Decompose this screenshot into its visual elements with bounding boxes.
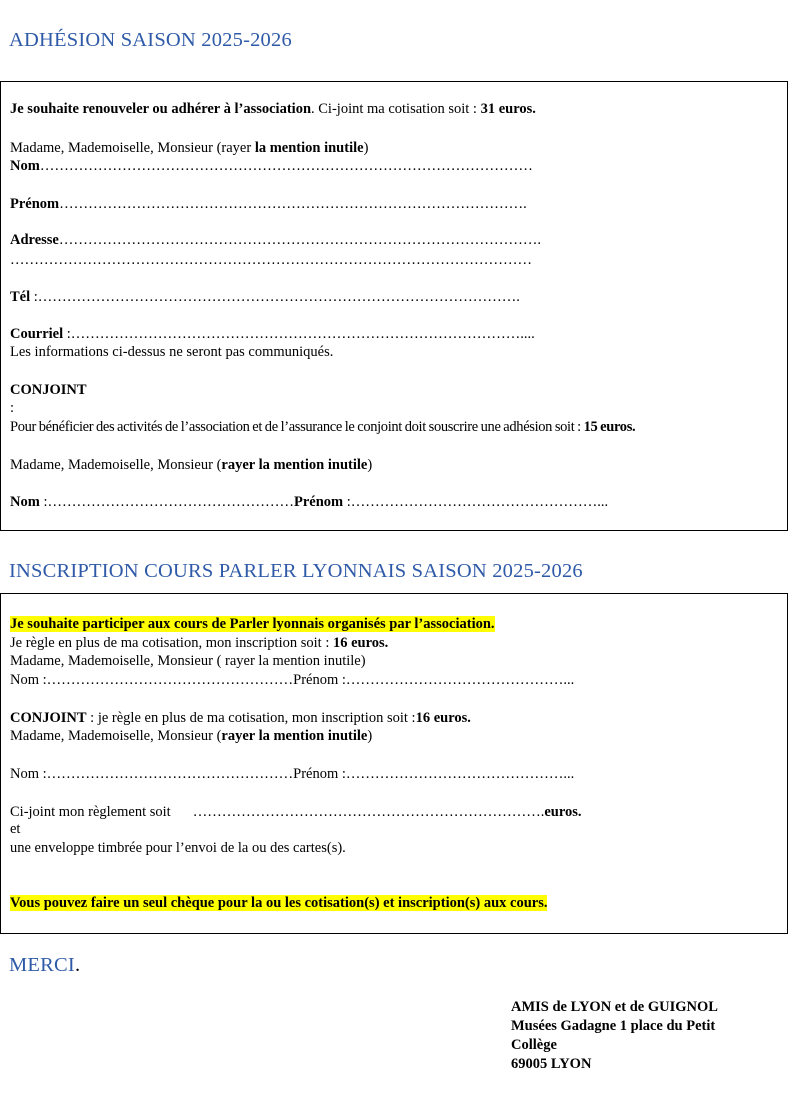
- adhesion-title: ADHÉSION SAISON 2025-2026: [9, 29, 292, 51]
- inscription-nom-prenom-field[interactable]: Nom :……………………………………………Prénom :………………………………………...: [10, 672, 575, 688]
- conjoint-colon: :: [10, 400, 15, 416]
- inscription-conjoint-civility: Madame, Mademoiselle, Monsieur (rayer la mention inutile): [10, 728, 373, 744]
- address-line-2: Musées Gadagne 1 place du Petit: [511, 1018, 716, 1034]
- civility-line: Madame, Mademoiselle, Monsieur (rayer la mention inutile): [10, 140, 369, 156]
- tel-field[interactable]: Tél :……………………………………………………………………………………….: [10, 289, 520, 305]
- privacy-note: Les informations ci-dessus ne seront pas communiqués.: [10, 344, 334, 360]
- inscription-highlight-intro: Je souhaite participer aux cours de Parler lyonnais organisés par l’association.: [10, 616, 495, 632]
- conjoint-description: Pour bénéficier des activités de l’association et de l’assurance le conjoint doit souscrire une adhésion soit : 15 euros.: [10, 419, 636, 435]
- conjoint-civility-line: Madame, Mademoiselle, Monsieur (rayer la mention inutile): [10, 457, 373, 473]
- inscription-form-box: [0, 593, 788, 934]
- and-text: et: [10, 821, 21, 837]
- envelope-note: une enveloppe timbrée pour l’envoi de la ou des cartes(s).: [10, 840, 346, 856]
- inscription-conjoint-line: CONJOINT : je règle en plus de ma cotisation, mon inscription soit :16 euros.: [10, 710, 471, 726]
- association-address: [511, 998, 781, 1074]
- adresse-field[interactable]: Adresse……………………………………………………………………………………….: [10, 232, 541, 248]
- adhesion-form-box: [0, 81, 788, 531]
- nom-field[interactable]: Nom…………………………………………………………………………………………: [10, 158, 533, 174]
- inscription-fee-line: Je règle en plus de ma cotisation, mon inscription soit : 16 euros.: [10, 635, 389, 651]
- merci-text: MERCI.: [9, 954, 81, 976]
- inscription-conjoint-nom-prenom-field[interactable]: Nom :……………………………………………Prénom :………………………………………...: [10, 766, 575, 782]
- inscription-civility-line: Madame, Mademoiselle, Monsieur ( rayer la mention inutile): [10, 653, 366, 669]
- address-line-4: 69005 LYON: [511, 1056, 592, 1072]
- courriel-field[interactable]: Courriel :…………………………………………………………………………………....: [10, 326, 535, 342]
- conjoint-nom-prenom-field[interactable]: Nom :……………………………………………Prénom :……………………………………………...: [10, 494, 609, 510]
- adresse-field-line2[interactable]: ………………………………………………………………………………………………: [10, 252, 532, 268]
- inscription-title: INSCRIPTION COURS PARLER LYONNAIS SAISON 2025-2026: [9, 560, 583, 582]
- prenom-field[interactable]: Prénom…………………………………………………………………………………….: [10, 196, 527, 212]
- single-cheque-highlight: Vous pouvez faire un seul chèque pour la ou les cotisation(s) et inscription(s) aux cours.: [10, 895, 548, 911]
- address-line-1: AMIS de LYON et de GUIGNOL: [511, 999, 718, 1015]
- address-line-3: Collège: [511, 1037, 557, 1053]
- conjoint-heading: CONJOINT: [10, 382, 87, 398]
- payment-amount-field[interactable]: Ci-joint mon règlement soit ……………………………………………………………….euros.: [10, 804, 582, 820]
- adhesion-intro: Je souhaite renouveler ou adhérer à l’association. Ci-joint ma cotisation soit : 31 euros.: [10, 101, 536, 117]
